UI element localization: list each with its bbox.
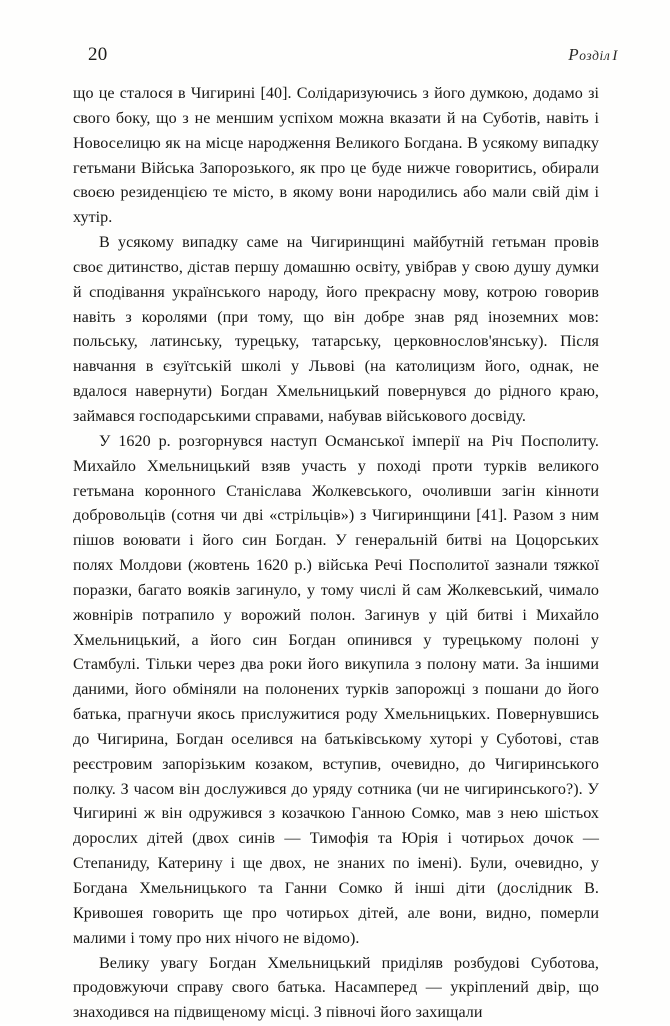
paragraph-3: У 1620 р. розгорнувся наступ Османської імперії на Річ Посполиту. Михайло Хмельницький взяв участь у поході проти турків великого гетьмана коронного Станіслава Жолкевського, очоливши загін кінноти добровольців (сотня чи дві «стрільців») з Чигиринщини [41]. Разом з ним пішов воювати і його син Богдан. У генеральній битві на Цоцорських полях Молдови (жовтень 1620 р.) війська Речі Посполитої зазнали тяжкої поразки, багато вояків загинуло, у тому числі й сам Жолкевський, чимало жовнірів потрапило у ворожий полон. Загинув у цій битві і Михайло Хмельницький, а його син Богдан опинився у турецькому полоні у Стамбулі. Тільки через два роки його викупила з полону мати. За іншими даними, його обміняли на полонених турків запорожці з пошани до його батька, прагнучи якось прислужитися роду Хмельницьких. Повернувшись до Чигирина, Богдан оселився на батьківському хуторі у Суботові, став реєстровим запорізьким козаком, вступив, очевидно, до Чигиринського полку. З часом він дослужився до уряду сотника (чи не чигиринського?). У Чигирині ж він одружився з козачкою Ганною Сомко, мав з нею шістьох дорослих дітей (двох синів — Тимофія та Юрія і чотирьох дочок — Степаниду, Катерину і ще двох, не знаних по імені). Були, очевидно, у Богдана Хмельницького та Ганни Сомко й інші діти (дослідник В. Кривошея говорить ще про чотирьох дітей, але вони, видно, померли малими і тому про них нічого не відомо). <box>73 432 599 947</box>
paragraph-1: що це сталося в Чигирині [40]. Солідаризуючись з його думкою, додамо зі свого боку, що з не меншим успіхом можна вказати й на Суботів, навіть і Новоселицю як на місце народження Великого Богдана. В усякому випадку гетьмани Війська Запорозького, як про це буде нижче говоритись, обирали своєю резиденцією те місто, в якому вони народились або мали свій дім і хутір. <box>73 85 599 227</box>
running-head <box>88 44 618 70</box>
chapter-drop-cap: Р <box>568 45 580 64</box>
chapter-number: I <box>612 48 618 64</box>
paragraph-2: В усякому випадку саме на Чигиринщині майбутній гетьман провів своє дитинство, дістав першу домашню освіту, увібрав у свою душу думки й сподівання українського народу, його прекрасну мову, котрою говорив навіть з королями (при тому, що він добре знав ряд іноземних мов: польську, латинську, турецьку, татарську, церковнослов'янську). Після навчання в єзуїтській школі у Львові (на католицизм його, однак, не вдалося навернути) Богдан Хмельницький повернувся до рідного краю, займався господарськими справами, набував військового досвіду. <box>73 234 599 425</box>
chapter-running-head <box>568 45 618 65</box>
page-number: 20 <box>88 44 108 65</box>
paragraph-4: Велику увагу Богдан Хмельницький приділяв розбудові Суботова, продовжуючи справу свого батька. Насамперед — укріплений двір, що знаходився на підвищеному місці. З півночі його захищали <box>73 954 599 1022</box>
body-text <box>73 82 599 1026</box>
chapter-word: озділ <box>579 48 611 63</box>
